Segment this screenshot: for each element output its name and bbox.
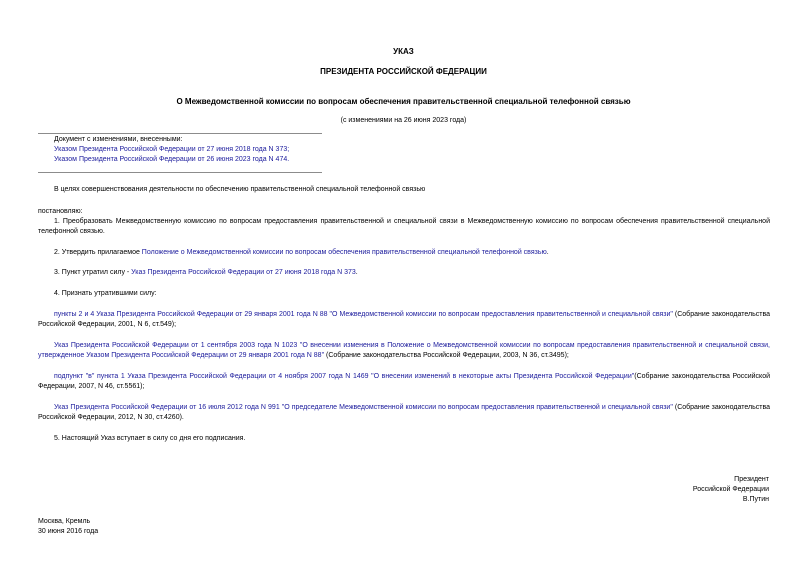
change-link-2023[interactable]: Указом Президента Российской Федерации от 26 июня 2023 года N 474. xyxy=(54,156,290,163)
paragraph-3: 3. Пункт утратил силу - Указ Президента Российской Федерации от 27 июня 2018 года N 373. xyxy=(54,269,358,276)
repealed-item-1: пункты 2 и 4 Указа Президента Российской Федерации от 29 января 2001 года N 88 "О Межведомственной комиссии по вопросам предоставления правительственной и специальной связи" (Собрание законодательства Российской Федерации, 2001, N 6, ст.549); xyxy=(38,311,770,328)
amendment-note: (с изменениями на 26 июня 2023 года) xyxy=(340,117,467,124)
signature-country: Российской Федерации xyxy=(692,486,769,493)
decree-373-link[interactable]: Указ Президента Российской Федерации от 27 июня 2018 года N 373 xyxy=(131,269,356,276)
repealed-link-1[interactable]: пункты 2 и 4 Указа Президента Российской Федерации от 29 января 2001 года N 88 "О Межведомственной комиссии по вопросам предоставления правительственной и специальной связи" xyxy=(54,311,673,318)
paragraph-1: 1. Преобразовать Межведомственную комиссию по вопросам предоставления правительственной и специальной связи в Межведомственную комиссию по вопросам обеспечения правительственной специальной телефонной связью. xyxy=(38,218,770,235)
repealed-link-3[interactable]: подпункт "в" пункта 1 Указа Президента Российской Федерации от 4 ноября 2007 года N 1469 "О внесении изменений в некоторые акты Президента Российской Федерации" xyxy=(54,373,635,380)
divider-bottom xyxy=(38,172,322,173)
signature-name: В.Путин xyxy=(742,496,769,503)
change-link-2018[interactable]: Указом Президента Российской Федерации от 27 июня 2018 года N 373; xyxy=(54,146,290,153)
repealed-item-2: Указ Президента Российской Федерации от 1 сентября 2003 года N 1023 "О внесении изменения в Положение о Межведомственной комиссии по вопросам предоставления правительственной и специальной связи, утвержденное Указом Президента Российской Федерации от 29 января 2001 года N 88" (Собрание законодательства Российской Федерации, 2003, N 36, ст.3495); xyxy=(38,342,770,359)
repealed-item-4: Указ Президента Российской Федерации от 16 июля 2012 года N 991 "О председателе Межведомственной комиссии по вопросам предоставления правительственной и специальной связи" (Собрание законодательства Российской Федерации, 2012, N 30, ст.4260). xyxy=(38,404,770,421)
paragraph-5: 5. Настоящий Указ вступает в силу со дня его подписания. xyxy=(54,435,246,442)
repealed-item-3: подпункт "в" пункта 1 Указа Президента Российской Федерации от 4 ноября 2007 года N 1469 "О внесении изменений в некоторые акты Президента Российской Федерации"(Собрание законодательства Российской Федерации, 2007, N 46, ст.5561); xyxy=(38,373,770,390)
signing-date: 30 июня 2016 года xyxy=(38,528,99,535)
paragraph-2: 2. Утвердить прилагаемое Положение о Межведомственной комиссии по вопросам обеспечения правительственной специальной телефонной связью. xyxy=(54,249,549,256)
repealed-link-4[interactable]: Указ Президента Российской Федерации от 16 июля 2012 года N 991 "О председателе Межведомственной комиссии по вопросам предоставления правительственной и специальной связи" xyxy=(54,404,673,411)
decree-word: постановляю: xyxy=(38,208,83,215)
divider-top xyxy=(38,133,322,134)
doc-title: УКАЗ xyxy=(393,47,414,56)
signature-block xyxy=(600,475,769,505)
paragraph-4: 4. Признать утратившими силу: xyxy=(54,290,157,297)
repealed-link-2[interactable]: Указ Президента Российской Федерации от 1 сентября 2003 года N 1023 "О внесении изменения в Положение о Межведомственной комиссии по вопросам предоставления правительственной и специальной связи, утвержденное Указом Президента Российской Федерации от 29 января 2001 года N 88" xyxy=(38,342,770,359)
changes-label: Документ с изменениями, внесенными: xyxy=(54,136,183,143)
intro-paragraph: В целях совершенствования деятельности по обеспечению правительственной специальной телефонной связью xyxy=(54,186,426,193)
doc-title-issuer: ПРЕЗИДЕНТА РОССИЙСКОЙ ФЕДЕРАЦИИ xyxy=(320,67,487,76)
signature-title: Президент xyxy=(734,476,769,483)
changes-block xyxy=(54,135,334,165)
signing-place: Москва, Кремль xyxy=(38,518,91,525)
regulation-link[interactable]: Положение о Межведомственной комиссии по вопросам обеспечения правительственной специальной телефонной связью xyxy=(141,249,547,256)
doc-subtitle: О Межведомственной комиссии по вопросам обеспечения правительственной специальной телефонной связью xyxy=(176,97,631,106)
signing-block xyxy=(38,517,98,537)
